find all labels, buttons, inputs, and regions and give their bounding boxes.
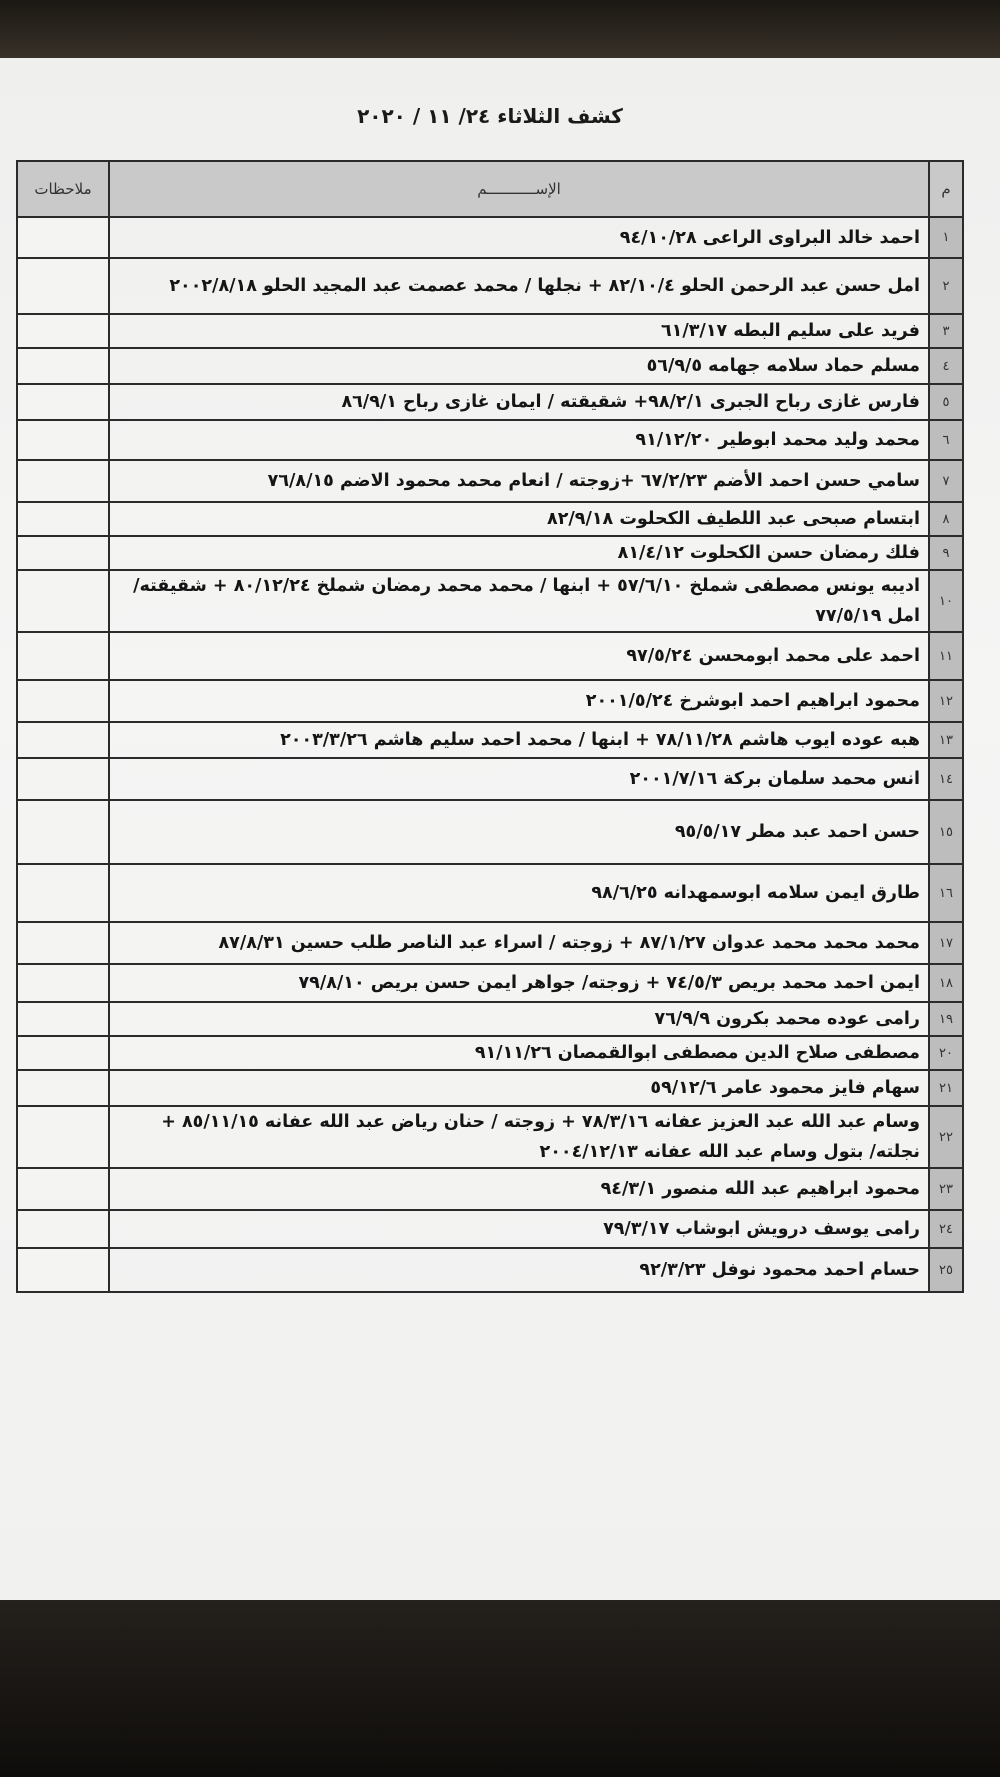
row-name: احمد على محمد ابومحسن ٩٧/٥/٢٤	[109, 632, 929, 680]
table-row	[17, 1070, 963, 1106]
header-notes: ملاحظات	[17, 161, 109, 217]
table-row	[17, 1210, 963, 1248]
row-number: ١١	[929, 632, 963, 680]
table-row	[17, 258, 963, 314]
row-number: ٢٣	[929, 1168, 963, 1210]
table-row	[17, 460, 963, 502]
row-name: محمود ابراهيم عبد الله منصور ٩٤/٣/١	[109, 1168, 929, 1210]
row-notes	[17, 758, 109, 800]
row-name: وسام عبد الله عبد العزيز عفانه ٧٨/٣/١٦ + زوجته / حنان رياض عبد الله عفانه ٨٥/١١/١٥ + نجلته/ بتول وسام عبد الله عفانه ٢٠٠٤/١٢/١٣	[109, 1106, 929, 1168]
row-notes	[17, 460, 109, 502]
row-name: مصطفى صلاح الدين مصطفى ابوالقمصان ٩١/١١/٢٦	[109, 1036, 929, 1070]
table-row	[17, 570, 963, 632]
names-table	[16, 160, 964, 1293]
row-notes	[17, 1248, 109, 1292]
row-number: ١٧	[929, 922, 963, 964]
row-number: ٢١	[929, 1070, 963, 1106]
row-number: ٥	[929, 384, 963, 420]
table-row	[17, 420, 963, 460]
row-name: سهام فايز محمود عامر ٥٩/١٢/٦	[109, 1070, 929, 1106]
row-notes	[17, 502, 109, 536]
row-notes	[17, 1210, 109, 1248]
row-number: ٧	[929, 460, 963, 502]
row-number: ٩	[929, 536, 963, 570]
row-number: ٣	[929, 314, 963, 348]
row-notes	[17, 536, 109, 570]
row-number: ١٠	[929, 570, 963, 632]
row-name: ابتسام صبحى عبد اللطيف الكحلوت ٨٢/٩/١٨	[109, 502, 929, 536]
table-row	[17, 384, 963, 420]
row-number: ٢٥	[929, 1248, 963, 1292]
row-name: فارس غازى رباح الجبرى ٩٨/٢/١+ شقيقته / ايمان غازى رباح ٨٦/٩/١	[109, 384, 929, 420]
table-row	[17, 536, 963, 570]
row-notes	[17, 217, 109, 258]
row-number: ١٩	[929, 1002, 963, 1036]
row-notes	[17, 1168, 109, 1210]
row-notes	[17, 258, 109, 314]
row-name: رامى عوده محمد بكرون ٧٦/٩/٩	[109, 1002, 929, 1036]
header-name: الإســـــــــــم	[109, 161, 929, 217]
row-notes	[17, 1036, 109, 1070]
row-name: سامي حسن احمد الأضم ٦٧/٢/٢٣ +زوجته / انعام محمد محمود الاضم ٧٦/٨/١٥	[109, 460, 929, 502]
row-number: ١٥	[929, 800, 963, 864]
row-number: ٢٤	[929, 1210, 963, 1248]
row-notes	[17, 722, 109, 758]
table-body	[17, 217, 963, 1292]
row-name: فلك رمضان حسن الكحلوت ٨١/٤/١٢	[109, 536, 929, 570]
table-row	[17, 1106, 963, 1168]
background-bottom	[0, 1600, 1000, 1777]
table-row	[17, 800, 963, 864]
row-name: احمد خالد البراوى الراعى ٩٤/١٠/٢٨	[109, 217, 929, 258]
row-number: ١٣	[929, 722, 963, 758]
row-name: حسام احمد محمود نوفل ٩٢/٣/٢٣	[109, 1248, 929, 1292]
table-row	[17, 632, 963, 680]
table-row	[17, 922, 963, 964]
row-name: محمد وليد محمد ابوطير ٩١/١٢/٢٠	[109, 420, 929, 460]
row-name: محمود ابراهيم احمد ابوشرخ ٢٠٠١/٥/٢٤	[109, 680, 929, 722]
table-row	[17, 1002, 963, 1036]
row-notes	[17, 570, 109, 632]
row-notes	[17, 1106, 109, 1168]
row-notes	[17, 632, 109, 680]
row-number: ٤	[929, 348, 963, 384]
table-row	[17, 348, 963, 384]
table-row	[17, 1036, 963, 1070]
table-row	[17, 314, 963, 348]
row-number: ٢	[929, 258, 963, 314]
row-notes	[17, 922, 109, 964]
row-notes	[17, 314, 109, 348]
row-notes	[17, 384, 109, 420]
row-name: فريد على سليم البطه ٦١/٣/١٧	[109, 314, 929, 348]
row-notes	[17, 964, 109, 1002]
row-number: ١٦	[929, 864, 963, 922]
row-notes	[17, 348, 109, 384]
row-notes	[17, 420, 109, 460]
row-notes	[17, 800, 109, 864]
header-number: م	[929, 161, 963, 217]
table-row	[17, 758, 963, 800]
row-name: رامى يوسف درويش ابوشاب ٧٩/٣/١٧	[109, 1210, 929, 1248]
row-number: ٦	[929, 420, 963, 460]
row-name: حسن احمد عبد مطر ٩٥/٥/١٧	[109, 800, 929, 864]
row-number: ١٤	[929, 758, 963, 800]
row-name: هبه عوده ايوب هاشم ٧٨/١١/٢٨ + ابنها / محمد احمد سليم هاشم ٢٠٠٣/٣/٢٦	[109, 722, 929, 758]
table-row	[17, 680, 963, 722]
row-number: ١٨	[929, 964, 963, 1002]
row-name: طارق ايمن سلامه ابوسمهدانه ٩٨/٦/٢٥	[109, 864, 929, 922]
row-name: ايمن احمد محمد بريص ٧٤/٥/٣ + زوجته/ جواهر ايمن حسن بريص ٧٩/٨/١٠	[109, 964, 929, 1002]
row-name: مسلم حماد سلامه جهامه ٥٦/٩/٥	[109, 348, 929, 384]
row-number: ٢٢	[929, 1106, 963, 1168]
row-notes	[17, 1070, 109, 1106]
table-row	[17, 864, 963, 922]
row-notes	[17, 680, 109, 722]
row-number: ٨	[929, 502, 963, 536]
row-name: محمد محمد محمد عدوان ٨٧/١/٢٧ + زوجته / اسراء عبد الناصر طلب حسين ٨٧/٨/٣١	[109, 922, 929, 964]
row-number: ١٢	[929, 680, 963, 722]
table-row	[17, 964, 963, 1002]
row-notes	[17, 864, 109, 922]
row-name: انس محمد سلمان بركة ٢٠٠١/٧/١٦	[109, 758, 929, 800]
page-title: كشف الثلاثاء ٢٤/ ١١ / ٢٠٢٠	[357, 104, 623, 128]
table-row	[17, 722, 963, 758]
row-name: امل حسن عبد الرحمن الحلو ٨٢/١٠/٤ + نجلها / محمد عصمت عبد المجيد الحلو ٢٠٠٢/٨/١٨	[109, 258, 929, 314]
table-row	[17, 1248, 963, 1292]
row-notes	[17, 1002, 109, 1036]
row-name: اديبه يونس مصطفى شملخ ٥٧/٦/١٠ + ابنها / محمد محمد رمضان شملخ ٨٠/١٢/٢٤ + شقيقته/ امل ٧٧/٥/١٩	[109, 570, 929, 632]
table-row	[17, 1168, 963, 1210]
table-row	[17, 217, 963, 258]
row-number: ٢٠	[929, 1036, 963, 1070]
table-header-row	[17, 161, 963, 217]
row-number: ١	[929, 217, 963, 258]
background-top	[0, 0, 1000, 62]
table-row	[17, 502, 963, 536]
